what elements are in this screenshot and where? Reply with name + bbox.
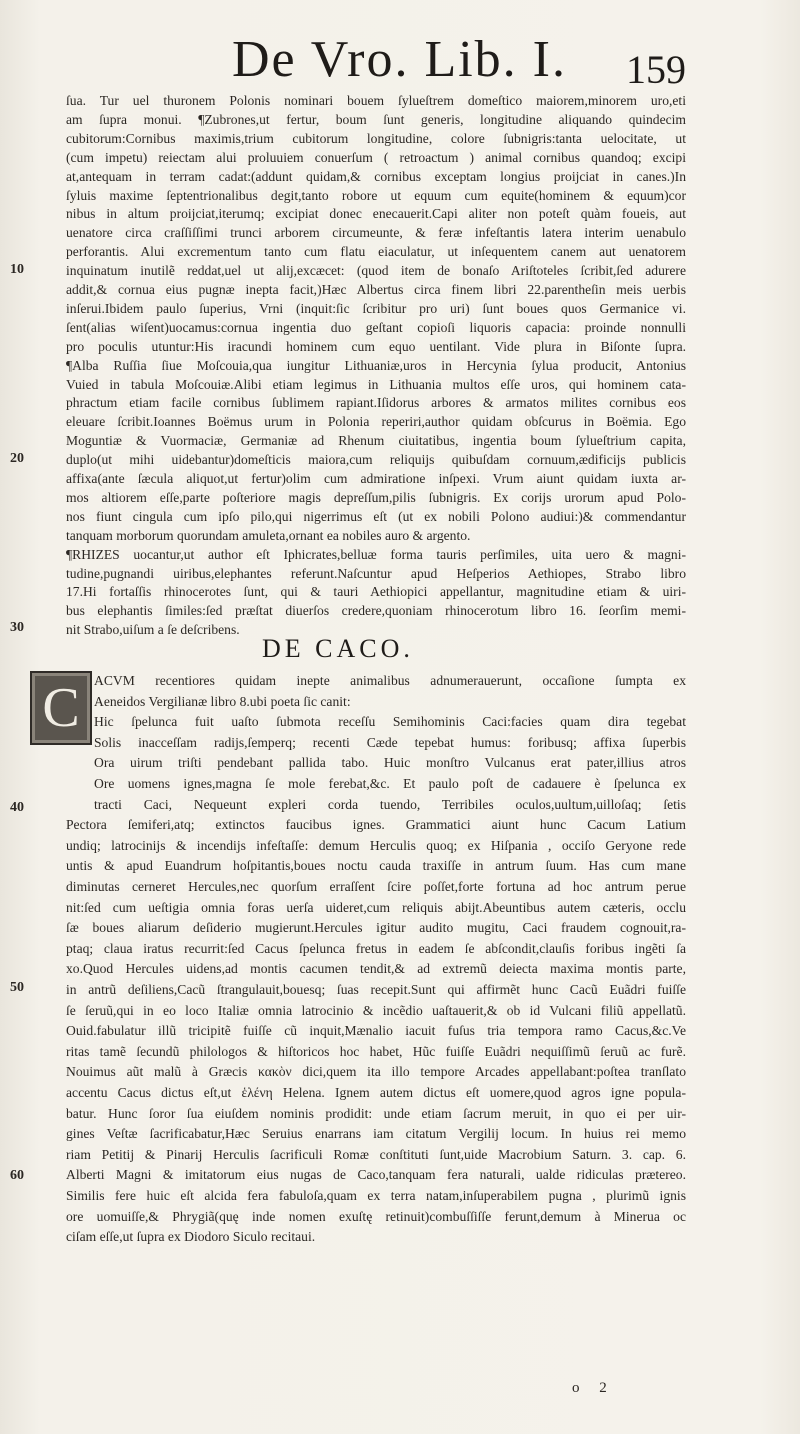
text-line: Hic ſpelunca fuit uaſto ſubmota receſſu Semihominis Caci:facies quam dira tegebat — [94, 714, 686, 730]
text-line: eleuare ſcribit.Ioannes Boëmus urum in Polonia reperiri,author quidam obſcurus in Boëmia. Ego — [66, 414, 686, 430]
text-line: Aeneidos Vergilianæ libro 8.ubi poeta ſic canit: — [94, 693, 351, 709]
decorated-initial — [30, 671, 92, 745]
text-line: perforantis. Alui excrementum tanto cum flatu eiaculatur, ut inſequentem canem aut uenatorem — [66, 244, 686, 260]
text-line: (cum impetu) reiectam alui proluuiem conuerſum ( retroactum ) animal cornibus quandoq; excipi — [66, 149, 686, 165]
text-line: ACVM recentiores quidam inepte animalibus adnumerauerunt, occaſione ſumpta ex — [94, 673, 686, 688]
text-line: tudine,pugnandi uiribus,elephantes referunt.Naſcuntur apud Heſperios Aethiopes, Strabo libro — [66, 565, 686, 581]
margin-line-number: 50 — [10, 980, 24, 995]
text-line: gines Veſtæ ſacrificabatur,Hæc Seruius enarrans iam citatum Vergilij locum. In huius rei memo — [66, 1126, 686, 1142]
text-line: ſe ſeruũ,qui in eo loco Italiæ omnia latrocinio & incẽdio uaſtauerit,& ob id Vulcani filiũ appellatũ. — [66, 1002, 686, 1018]
text-line: inquinatum inutilẽ reddat,uel ut alij,excæcet: (quod item de bonaſo Ariſtoteles ſcribit,ſed adurere — [66, 263, 686, 279]
text-line: uenatore circa craſſiſſimi trunci arborem circumeunte, & feræ infeſtantis latera interim uenabulo — [66, 225, 686, 241]
text-line: ptaq; claua iratus recurrit:ſed Cacus ſpelunca fretus in eadem ſe abſcondit,clauſis foribus ingẽti ſa — [66, 940, 686, 956]
text-line: Ouid.fabulatur illũ tricipitẽ fuiſſe cũ inquit,Mænalio iacuit fuſus tria tempora ramo Cacus,&c.Ve — [66, 1023, 686, 1039]
text-line: ſyluis maxime ſeptentrionalibus degit,tanto robore ut equum cum equite(hominem & equum)cor — [66, 187, 686, 203]
text-line: nit:ſed cum ueſtigia omnia foras uerſa uideret,cum reliquis abijt.Abeuntibus autem cæteris, occlu — [66, 899, 686, 915]
text-line: tanquam morborum quorundam amuleta,ornant ea nobiles auro & argento. — [66, 527, 471, 543]
text-line: nit Strabo,uiſum a ſe deſcribens. — [66, 622, 240, 638]
text-line: Ore uomens ignes,magna ſe mole ferebat,&c. Et paulo poſt de cadauere è ſpelunca ex — [94, 776, 686, 791]
text-line: ſent(alias wiſent)uocamus:cornua ingentia duo geſtant copioſi liquoris capacia: proinde nonnulli — [66, 319, 686, 335]
text-line: in antrũ deſiliens,Cacũ ſtrangulauit,bouesq; ſuas recepit.Sunt qui affirmẽt hunc Cacũ Euãdri fuiſſe — [66, 982, 686, 997]
running-head — [0, 24, 800, 94]
text-line: inſerui.Ibidem paulo ſuperius, Vrni (inquit:ſic ſcribitur pro uri) ſunt boues quos Germanice vi. — [66, 300, 686, 316]
text-line: ¶Alba Ruſſia ſiue Moſcouia,qua iungitur Lithuaniæ,uros in Hercynia ſylua producit, Antonius — [66, 357, 686, 373]
section-heading: DE CACO. — [262, 634, 414, 663]
text-line: ore uomuiſſe,& Phrygiã(quę inde nomen exuſtę retinuit)combuſſiſſe ferunt,demum à Minerua oc — [66, 1208, 686, 1224]
text-line: pro poculis utuntur:His iracundi hominem cum equo uentilant. Vide plura in Biſonte ſupra. — [66, 338, 686, 354]
initial-letter: C — [42, 677, 80, 739]
text-line: xo.Quod Hercules uidens,ad montis cacumen tendit,& ad extremũ deiecta maxima montis parte, — [66, 961, 686, 977]
text-line: Pectora ſemiferi,atq; extinctos faucibus ignes. Grammatici aiunt hunc Cacum Latium — [66, 817, 686, 833]
signature-mark: o 2 — [572, 1380, 615, 1396]
text-line: ſua. Tur uel thuronem Polonis nominari bouem ſylueſtrem domeſtico maiorem,minorem uro,eti — [66, 93, 686, 108]
text-line: Solis inacceſſam radijs,ſemperq; recenti Cæde tepebat humus: foribusq; affixa ſuperbis — [94, 734, 686, 750]
text-line: nibus in altum proijciat,iterumq; excipiat donec enecauerit.Capi aliter non poteſt quàm foueis, aut — [66, 206, 686, 222]
text-line: untis & apud Euandrum hoſpitantis,boues noctu cauda traxiſſe in antrum ſuum. Has cum mane — [66, 858, 686, 874]
margin-line-number: 40 — [10, 800, 24, 815]
text-line: Alberti Magni & imitatorum eius nugas de Caco,tanquam fera naturali, ualde ridiculas prætereo. — [66, 1167, 686, 1183]
text-line: riam Petitij & Pinarij Herculis ſacrificuli Romæ conſtituti ſunt,uide Macrobium Saturn. 3. cap. 6. — [66, 1146, 686, 1162]
margin-line-number: 10 — [10, 262, 24, 277]
text-line: affixa(ante ſæcula aliquot,ut fertur)olim cum admiratione inſpexi. Vrum aiunt quidam iuxta ar- — [66, 471, 686, 486]
text-line: phractum etiam facile cornibus ſublimem rapiant.Iſidorus arbores & armatos milites cornibus eos — [66, 395, 686, 411]
text-line: Similis fere huic eſt alcida fera fabuloſa,quam ex terra natam,inſuperabilem pugna , plurimũ ignis — [66, 1188, 686, 1203]
text-line: tracti Caci, Nequeunt expleri corda tuendo, Terribiles oculos,uultum,uilloſaq; ſetis — [94, 796, 686, 812]
text-line: ¶RHIZES uocantur,ut author eſt Iphicrates,belluæ forma tauris perſimiles, uita uero & magni- — [66, 546, 686, 562]
margin-line-number: 30 — [10, 620, 24, 635]
text-line: 17.Hi fortaſſis rhinocerotes ſunt, qui & tauri Aethiopici appellantur, magnitudine etiam & uiri- — [66, 584, 686, 600]
page-number: 159 — [626, 47, 686, 92]
text-line: ritas tamẽ ſecundũ philologos & hiſtoricos hoc habet, Hũc fuiſſe Euãdri nequiſſimũ ſeruũ ac furẽ. — [66, 1043, 686, 1059]
margin-line-number: 20 — [10, 451, 24, 466]
text-line: batur. Hunc ſoror ſua eiuſdem nominis prodidit: unde etiam ſacrum meruit, in quo ei per uir- — [66, 1105, 686, 1121]
text-line: bus elephantis ſimiles:ſed præſtat diuerſos credere,quoniam rhinocerotum libro 16. ſeorſim memi- — [66, 603, 686, 619]
text-line: at,antequam in terram cadat:(addunt quidam,& cornibus exceptam longius proijciat in canes.)In — [66, 168, 686, 184]
text-line: duplo(ut mihi uidebantur)domeſticis maiora,cum reliquijs quibuſdam cornuum,ædificijs publicis — [66, 452, 686, 468]
text-line: diminutas cerneret Hercules,nec quorſum erraſſent ſcire poſſet,forte fortuna ad hoc antrum perue — [66, 879, 686, 894]
text-line: Moguntiæ & Vuormaciæ, Germaniæ ad Rhenum ciuitatibus, ingentia boum ſylueſtrium capita, — [66, 433, 686, 449]
margin-line-number: 60 — [10, 1168, 24, 1183]
text-line: Ora uirum triſti pendebant pallida tabo. Huic monſtro Vulcanus erat pater,illius atros — [94, 755, 686, 771]
text-line: Vuied in tabula Moſcouiæ.Alibi etiam legimus in Lithuania multos eſſe uros, qui hominem cata- — [66, 376, 686, 392]
text-line: mos altiorem eſſe,parte poſteriore magis depreſſum,pilis ſubnigris. Ex corijs urorum apud Polo- — [66, 489, 686, 505]
text-line: nos fiunt cingula cum ipſo pilo,qui nigerrimus eſt (ut ex nobili Polono audiui:)& commendantur — [66, 508, 686, 524]
text-line: undiq; latrocinijs & incendijs infeſtaſſe: demum Herculis quoq; ex Hiſpania , occiſo Geryone rede — [66, 837, 686, 853]
text-line: accentu Cacus dictus eſt,ut ἑλένη Helena. Ignem autem dictus eſt uomere,quod agros igne popula- — [66, 1085, 686, 1100]
text-line: ſæ boues aliarum deſiderio mugierunt.Hercules igitur audito mugitu, Caci fraudem cognouit,ra- — [66, 920, 686, 936]
text-line: cubitorum:Cornibus maximis,trium cubitorum longitudine, colore ſubnigris:tanta uelocitate, ut — [66, 130, 686, 146]
text-line: ciſam eſſe,ut ſupra ex Diodoro Siculo recitaui. — [66, 1229, 316, 1245]
text-line: Nouimus aũt malũ à Græcis κακὸν dici,quem ita illo tempore Arcades appellabant:poſtea tranſlato — [66, 1064, 686, 1080]
text-line: am ſupra monui. ¶Zubrones,ut fertur, boum ſunt generis, longitudine aliquando quindecim — [66, 111, 686, 127]
text-line: addit,& cornua eius pugnæ inepta facit,)Hæc Albertus circa finem libri 22.parentheſin meis uerbis — [66, 282, 686, 297]
page-title: De Vro. Lib. I. — [232, 31, 567, 88]
